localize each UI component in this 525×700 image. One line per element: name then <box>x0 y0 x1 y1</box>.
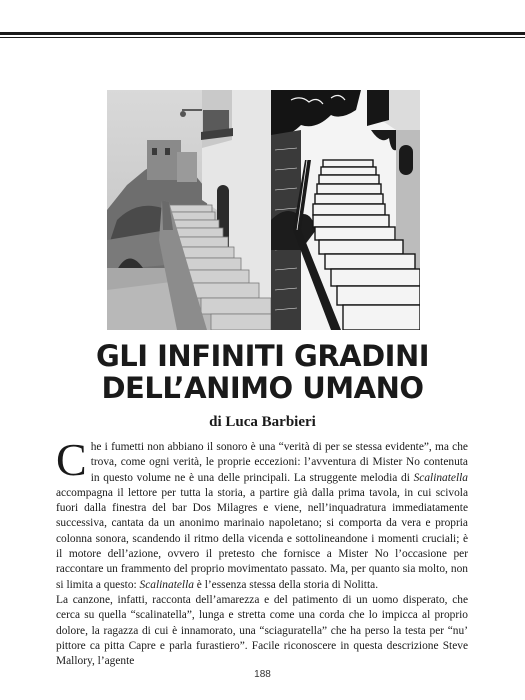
comic-staircase-drawing <box>271 90 420 330</box>
paragraph-1 <box>56 434 468 593</box>
article-illustration <box>107 90 420 330</box>
staircase-photo <box>107 90 271 330</box>
paragraph-1-text-c: è l’essenza stessa della storia di Nolitta. <box>193 578 379 591</box>
song-title-2: Scalinatella <box>139 578 194 591</box>
drop-cap: C <box>56 434 87 485</box>
paragraph-1-text-a: he i fumetti non abbiano il sonoro è una “verità di per se stessa evidente”, ma che trova, come ogni verità, le proprie eccezioni: l’avventura di Mister No contenuta in questo volume ne è una delle principali. La struggente melodia di <box>90 441 468 484</box>
title-line-2: DELL’ANIMO UMANO <box>101 371 424 405</box>
article-title <box>0 340 525 404</box>
author-byline: di Luca Barbieri <box>209 414 316 430</box>
article-body <box>56 434 468 669</box>
song-title-1: Scalinatella <box>413 471 468 484</box>
header-rule-thick <box>0 32 525 35</box>
header-rule-thin <box>0 37 525 38</box>
title-line-1: GLI INFINITI GRADINI <box>95 339 430 373</box>
paragraph-2: La canzone, infatti, racconta dell’amarezza e del patimento di un uomo disperato, che cerca su quella “scalinatella”, lunga e stretta come una corda che lo impicca al proprio dolore, la ragazza di cui è innamorato, una “sciaguratella” che ha perso la testa per “nu’ pittore ca pitta Capre e parla furastiero”. Facile riconoscere in questa descrizione Steve Mallory, l’agente <box>56 593 468 668</box>
page-number: 188 <box>254 669 271 680</box>
paragraph-1-text-b: accompagna il lettore per tutta la storia, a partire già dalla prima tavola, in cui scivola fuori dalla finestra del bar Dos Milagres e viene, nell’inquadratura immediatamente successiva, cantata da un anonimo marinaio napoletano; si comporta da vera e propria colonna sonora, scandendo il ritmo della vicenda e sottolineandone i momenti cruciali; è il motore dell’azione, ovvero il pretesto che fornisce a Mister No l’occasione per raccontare un frammento del proprio movimentato passato. Ma, per quanto sia molto, non si limita a questo: <box>56 486 468 591</box>
